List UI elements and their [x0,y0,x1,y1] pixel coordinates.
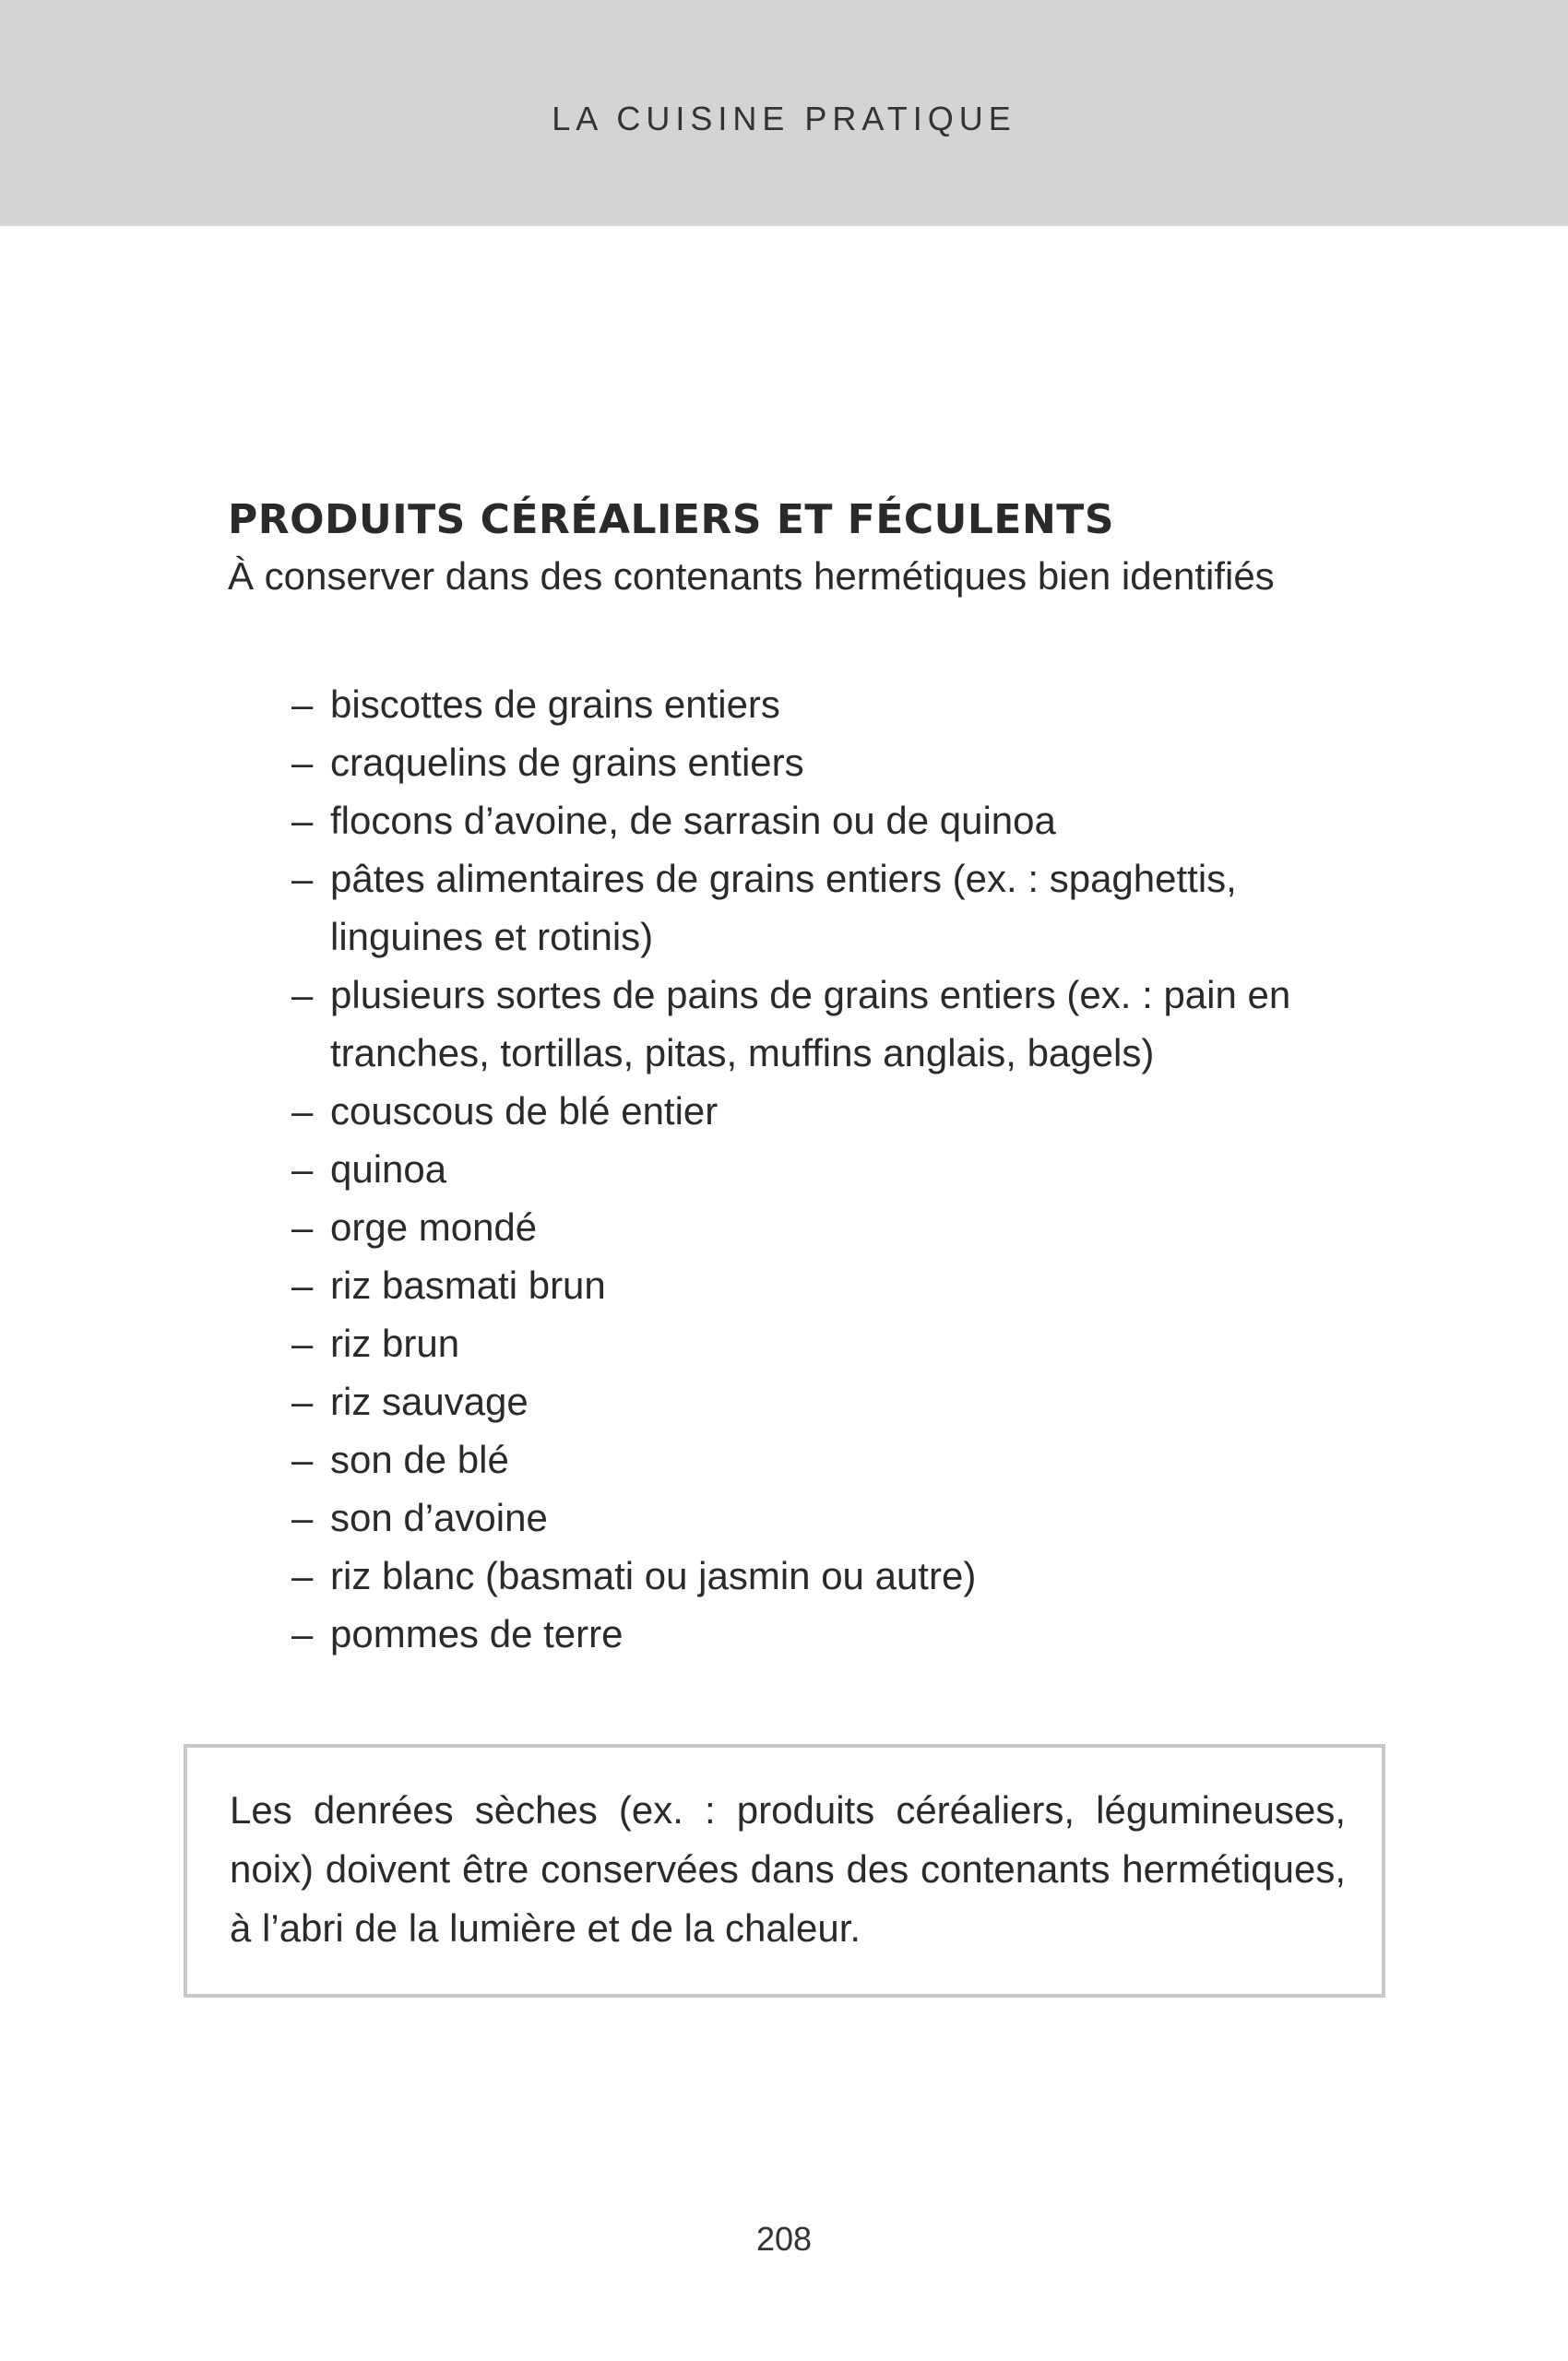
list-item [291,1372,1306,1430]
running-head: LA CUISINE PRATIQUE [552,100,1016,137]
list-item [291,1547,1306,1605]
list-item-text: riz basmati brun [330,1264,606,1307]
list-item-text: son d’avoine [330,1496,548,1539]
bullet-dash: – [291,1554,314,1597]
bullet-dash: – [291,1612,314,1655]
section-title: PRODUITS CÉRÉALIERS ET FÉCULENTS [228,496,1115,543]
storage-note-text: Les denrées sèches (ex. : produits céréaliers, légumineuses, noix) doivent être conservées dans des contenants hermétiques, à l’abri de la lumière et de la chaleur. [230,1788,1346,1950]
bullet-dash: – [291,741,314,784]
bullet-dash: – [291,682,314,726]
list-item-text: craquelins de grains entiers [330,741,804,784]
list-item [291,849,1306,966]
list-item-text: couscous de blé entier [330,1089,719,1133]
food-list [291,675,1306,1663]
list-item-text: flocons d’avoine, de sarrasin ou de quinoa [330,799,1056,842]
page-number: 208 [755,2220,813,2258]
list-item-text: pommes de terre [330,1612,624,1655]
list-item [291,1256,1306,1314]
list-item [291,733,1306,791]
bullet-dash: – [291,1496,314,1539]
bullet-dash: – [291,1380,314,1423]
list-item [291,1430,1306,1489]
bullet-dash: – [291,799,314,842]
list-item [291,1082,1306,1140]
list-item-text: riz sauvage [330,1380,529,1423]
bullet-dash: – [291,857,314,900]
section-subtitle: À conserver dans des contenants hermétiques bien identifiés [228,554,1275,598]
list-item-text: orge mondé [330,1205,538,1249]
header-band [0,0,1568,226]
list-item-text: riz brun [330,1322,460,1365]
list-item-text: quinoa [330,1147,447,1191]
bullet-dash: – [291,1322,314,1365]
bullet-dash: – [291,1147,314,1191]
list-item [291,791,1306,849]
bullet-dash: – [291,973,314,1016]
bullet-dash: – [291,1089,314,1133]
bullet-dash: – [291,1264,314,1307]
list-item [291,675,1306,733]
list-item-text: son de blé [330,1438,509,1481]
bullet-dash: – [291,1205,314,1249]
list-item-text: biscottes de grains entiers [330,682,780,726]
bullet-dash: – [291,1438,314,1481]
list-item [291,1605,1306,1663]
list-item [291,1140,1306,1198]
list-item [291,1314,1306,1372]
list-item-text: riz blanc (basmati ou jasmin ou autre) [330,1554,977,1597]
list-item [291,1198,1306,1256]
list-item [291,966,1306,1082]
list-item [291,1489,1306,1547]
list-item-text: plusieurs sortes de pains de grains entiers (ex. : pain en tranches, tortillas, pitas, muffins anglais, bagels) [330,973,1291,1074]
storage-note-box [184,1744,1385,1998]
list-item-text: pâtes alimentaires de grains entiers (ex. : spaghettis, linguines et rotinis) [330,857,1237,958]
